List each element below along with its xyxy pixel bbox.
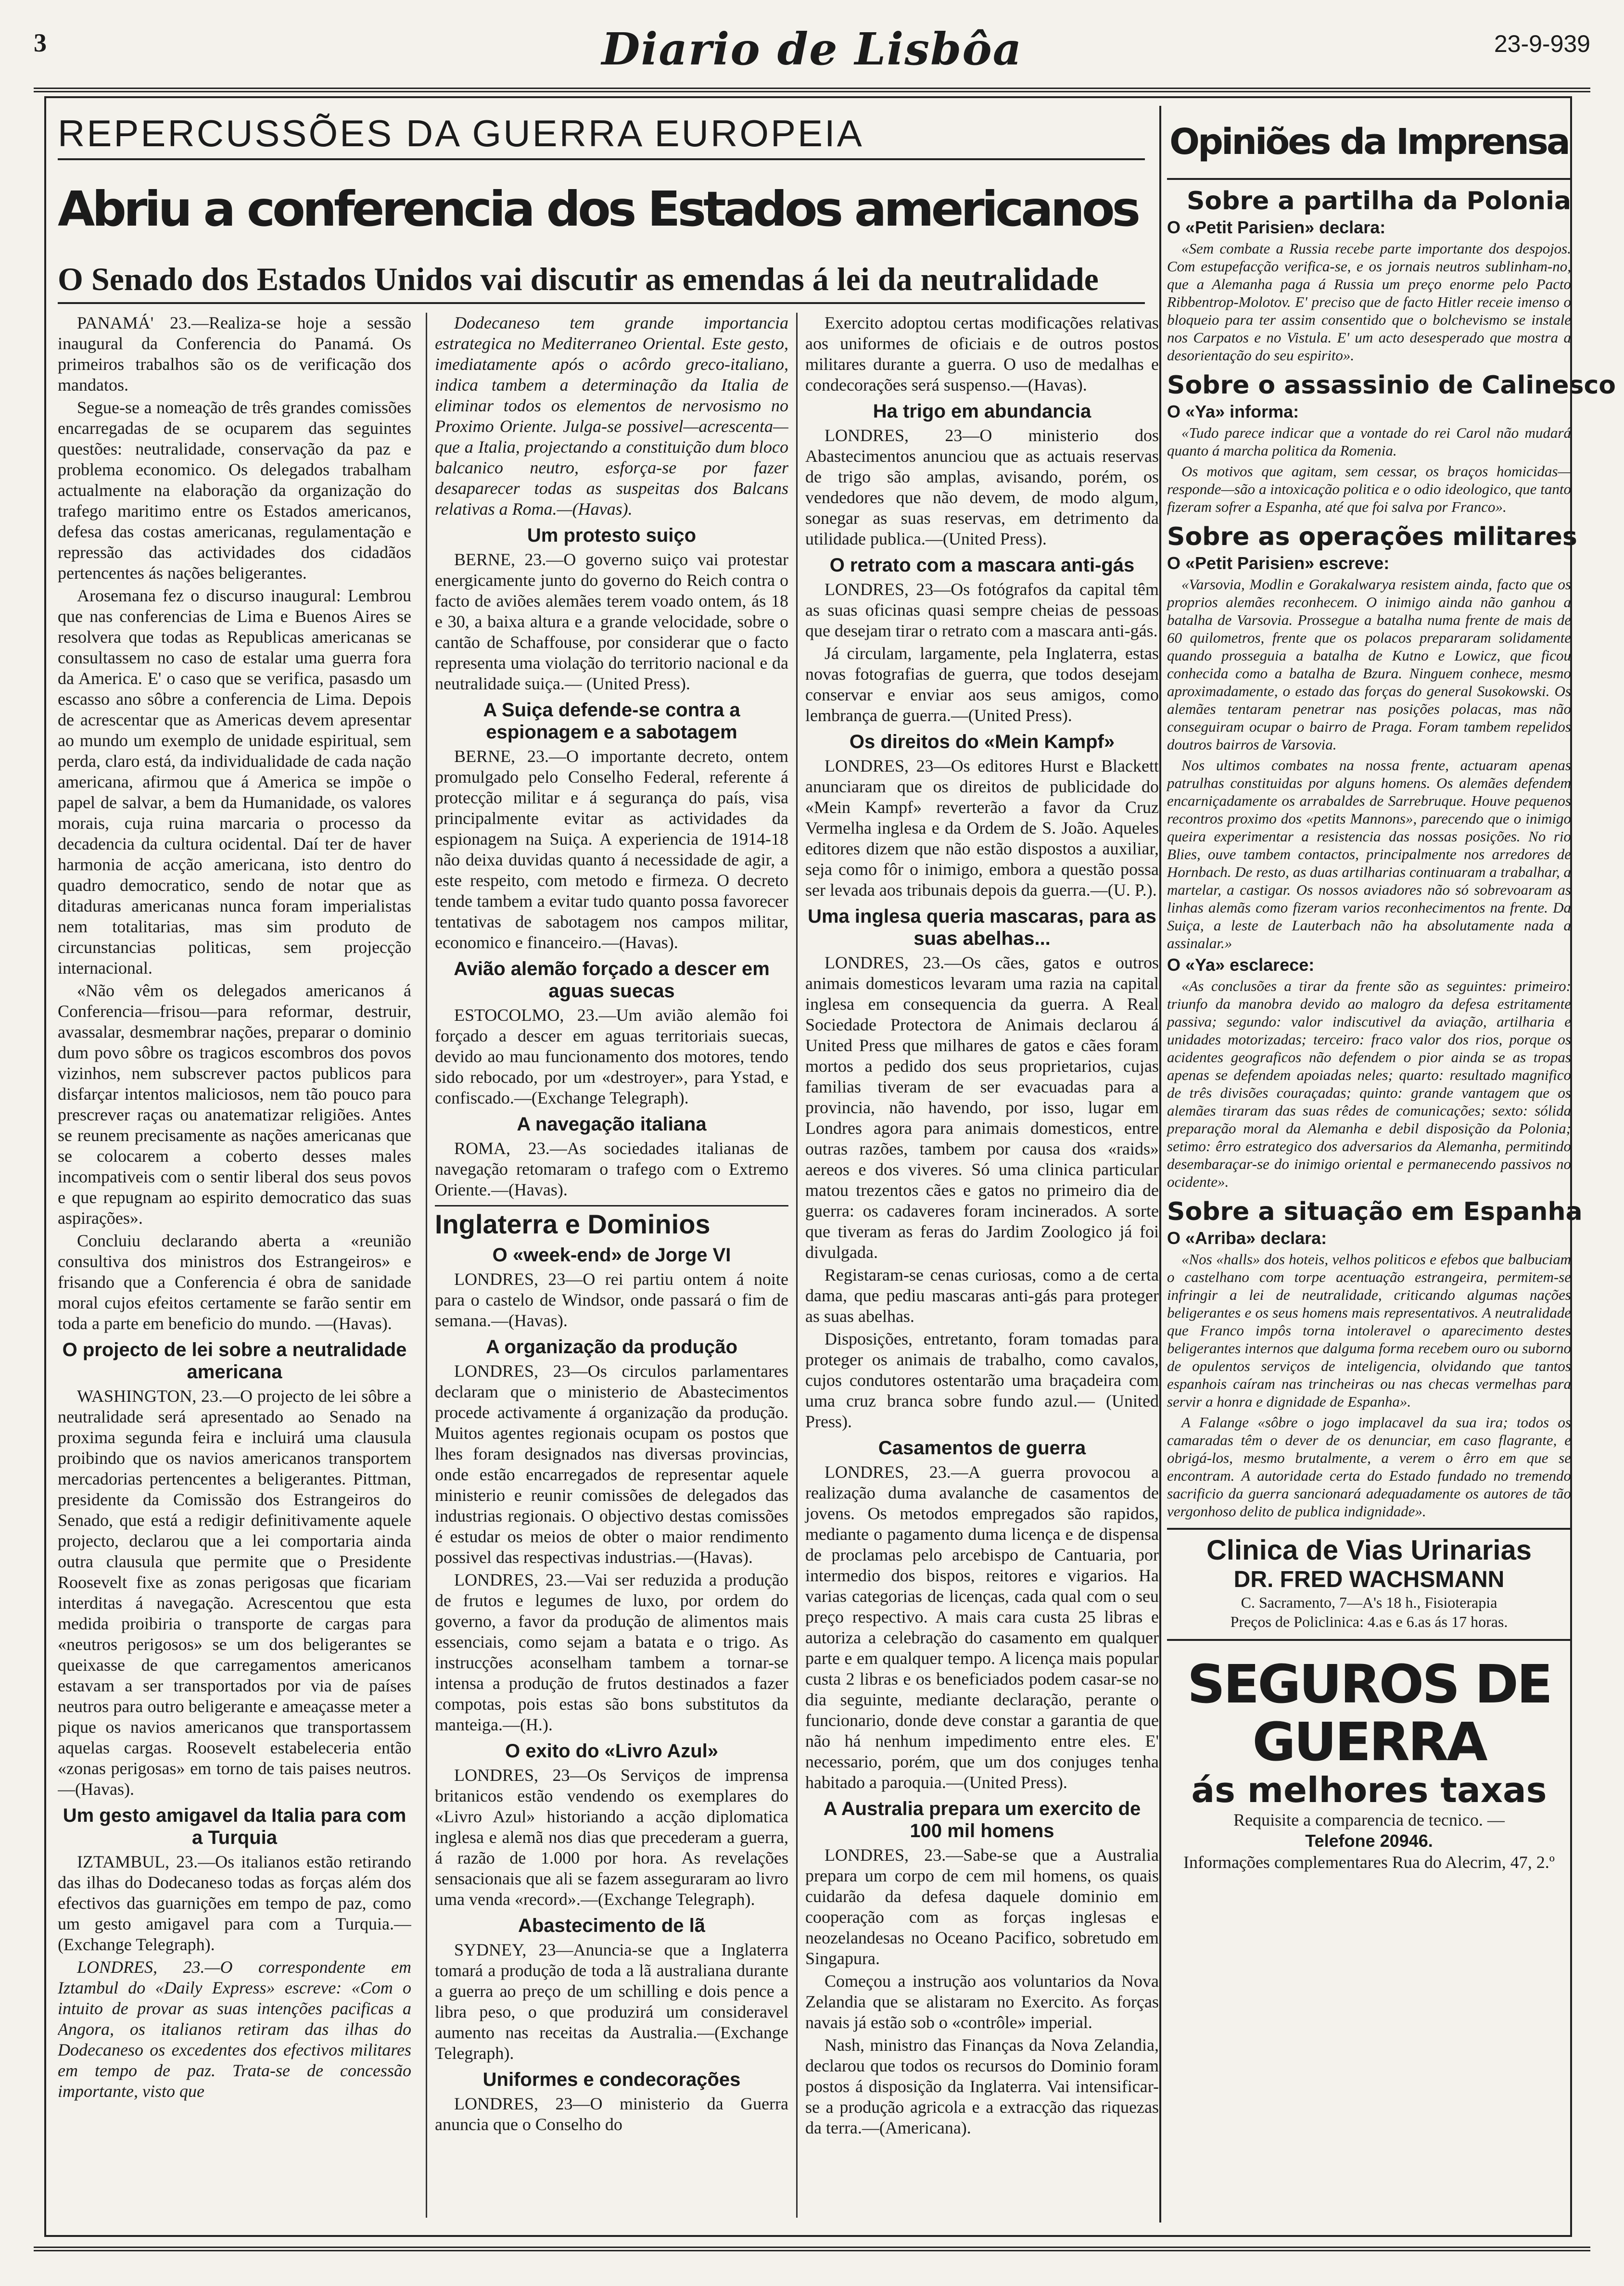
opinion-text: Nos ultimos combates na nossa frente, actuaram apenas patrulhas constituidas por alguns homens. Os alemães defendem encarniçadamente os arrabaldes de Sarrebruque. Houve pequenos recontros proximo dos «petits Mannons», parecendo que o inimigo queira experimentar a resistencia das nossas posições. No rio Blies, ouve tambem contactos, principalmente nos arredores de Hornbach. De resto, as duas artilharias continuaram a trabalhar, a martelar, a castigar. Os nossos aviadores não só sobrevoaram as linhas alemãs como fizeram varios reconhecimentos na frente. Da Suiça, a leste de Lauterbach não ha absolutamente nada a assinalar.» xyxy=(1167,757,1571,952)
article-heading: Uma inglesa queria mascaras, para as suas abelhas... xyxy=(808,906,1156,949)
article-paragraph: PANAMÁ' 23.—Realiza-se hoje a sessão inaugural da Conferencia do Panamá. Os primeiros trabalhos são os de verificação dos mandatos. xyxy=(58,313,411,394)
article-heading: O projecto de lei sobre a neutralidade americana xyxy=(62,1339,407,1383)
article-paragraph: LONDRES, 23—Os fotógrafos da capital têm as suas oficinas quasi sempre cheias de pessoas que desejam tirar o retrato com a mascara anti-gás. xyxy=(805,580,1159,640)
article-paragraph: LONDRES, 23—Os Serviços de imprensa britanicos estão vendendo os exemplares do «Livro Azul» historiando a acção diplomatica inglesa e alemã nos dias que precederam a guerra, á razão de 1.000 por hora. As revelações sensacionais que ali se fazem asseguraram ao livro uma venda «record».—(Exchange Telegraph). xyxy=(435,1765,788,1909)
opinion-source: O «Arriba» declara: xyxy=(1167,1228,1327,1248)
insurance-advert-title: SEGUROS DE GUERRA xyxy=(1187,1653,1551,1773)
clinic-advert xyxy=(1167,1528,1571,1631)
article-paragraph: IZTAMBUL, 23.—Os italianos estão retirando das ilhas do Dodecaneso todas as forças além dos efectivos das guarnições em tempo de paz, como um gesto amigavel para com a Turquia.—(Exchange Telegraph). xyxy=(58,1852,411,1954)
article-heading: A navegação italiana xyxy=(517,1114,707,1135)
article-paragraph: Concluiu declarando aberta a «reunião consultiva dos ministros dos Estrangeiros» e frisando que a Conferencia é obra de sanidade moral cujos efeitos certamente se farão sentir em toda a parte em beneficio do mundo. —(Havas). xyxy=(58,1231,411,1333)
main-headline: Abriu a conferencia dos Estados americanos xyxy=(58,181,1138,237)
section-kicker: REPERCUSSÕES DA GUERRA EUROPEIA xyxy=(58,112,1145,160)
opinion-heading: Sobre as operações militares xyxy=(1167,522,1577,551)
article-paragraph: ESTOCOLMO, 23.—Um avião alemão foi forçado a descer em aguas territoriais suecas, devido ao mau funcionamento dos motores, tendo sido rebocado, por um «destroyer», para Ystad, e confiscado.—(Exchange Telegraph). xyxy=(435,1005,788,1107)
article-heading: Abastecimento de lã xyxy=(518,1915,705,1936)
article-heading: Um protesto suiço xyxy=(527,525,697,546)
article-paragraph: Registaram-se cenas curiosas, como a de certa dama, que pediu mascaras anti-gás para proteger as suas abelhas. xyxy=(805,1265,1159,1326)
article-heading: Avião alemão forçado a descer em aguas suecas xyxy=(454,958,770,1002)
issue-date: 23-9-939 xyxy=(1494,30,1590,57)
article-paragraph: Segue-se a nomeação de três grandes comissões encarregadas de se ocuparem das seguintes questões: neutralidade, conservação da paz e problema economico. Os delegados trabalham actualmente na elaboração da organização do trafego maritimo entre os Estados americanos, defesa das costas americanas, regulamentação e repressão das actividades dos cidadãos pertencentes ás nações beligerantes. xyxy=(58,398,411,583)
section-heading: Inglaterra e Dominios xyxy=(435,1205,788,1239)
insurance-advert-phone xyxy=(1167,1830,1571,1852)
article-heading: Ha trigo em abundancia xyxy=(873,401,1091,422)
column-3 xyxy=(796,313,1159,2218)
article-paragraph: «Não vêm os delegados americanos á Conferencia—frisou—para reformar, destruir, avassalar, desmembrar nações, preparar o dominio dum povo sôbre os tragicos escombros dos povos vizinhos, nem subscrever pactos publicos para disfarçar intentos maliciosos, nem tão pouco para prescrever raças ou anatematizar religiões. Antes se reunem precisamente as nações americanas que se colocarem a coberto desses males incompativeis com o sentir liberal dos seus povos e que repugnam ao espirito democratico das suas aspirações». xyxy=(58,981,411,1228)
masthead xyxy=(34,23,1590,81)
article-heading: O retrato com a mascara anti-gás xyxy=(829,555,1135,576)
article-paragraph: LONDRES, 23.—Os cães, gatos e outros animais domesticos levaram uma razia na capital inglesa em consequencia da guerra. A Real Sociedade Protectora de Animais declarou á United Press que milhares de gatos e cães foram mortos a pedido dos seus proprietarios, cujas familias tiveram de ser evacuadas para a provincia, não havendo, por isso, lugar em Londres agora para animais domesticos, entre outras razões, tambem por causa dos «raids» aereos e dos viveres. Só uma clinica particular matou trezentos cães e gatos no primeiro dia de guerra: os cadaveres foram incinerados. A sorte que tiveram as feras do Jardim Zoologico já foi divulgada. xyxy=(805,953,1159,1262)
insurance-advert-phone-number: Telefone 20946. xyxy=(1305,1831,1433,1851)
article-paragraph: BERNE, 23.—O importante decreto, ontem promulgado pelo Conselho Federal, referente á protecção militar e á segurança do país, visa principalmente evitar as actividades da espionagem na Suiça. A experiencia de 1914-18 não deixa duvidas quanto á necessidade de agir, a este respeito, com metodo e firmeza. O decreto tende tambem a evitar tudo quanto possa favorecer tentativas de sabotagem nos campos militar, economico e financeiro.—(Havas). xyxy=(435,747,788,952)
article-heading: Casamentos de guerra xyxy=(878,1437,1086,1459)
article-heading: O «week-end» de Jorge VI xyxy=(492,1245,731,1266)
article-paragraph: Dodecaneso tem grande importancia estrategica no Mediterraneo Oriental. Este gesto, imediatamente após o acôrdo greco-italiano, indica tambem a determinação da Italia de eliminar todos os elementos de nervosismo no Proximo Oriente. Julga-se possivel—acrescenta—que a Italia, projectando a constituição dum bloco balcanico neutro, esforça-se por fazer desaparecer todas as suspeitas dos Balcans relativas a Roma.—(Havas). xyxy=(435,313,788,519)
article-heading: Um gesto amigavel da Italia para com a Turquia xyxy=(63,1805,406,1848)
article-paragraph: WASHINGTON, 23.—O projecto de lei sôbre a neutralidade será apresentado ao Senado na proxima segunda feira e incluirá uma clausula proibindo que os navios americanos transportem mercadorias pertencentes a beligerantes. Pittman, presidente da Comissão dos Estrangeiros do Senado, que está a redigir definitivamente aquele projecto, declarou que a lei comportaria ainda outra clausula que permite que o Presidente Roosevelt fixe as zonas perigosas que ficariam interditas á navegação. Acrescentou que esta medida proibiria o transporte de cargas para «neutros perigosos» se um dos beligerantes se queixasse de que carregamentos americanos estavam a ser transportados por via de países neutros para outro beligerante e ameaçasse meter a pique os navios americanos que transportassem aquelas cargas. Roosevelt estabeleceria então «zonas perigosas» em torno de tais paises neutros.—(Havas). xyxy=(58,1386,411,1799)
article-paragraph: Começou a instrução aos voluntarios da Nova Zelandia que se alistaram no Exercito. As forças navais já estão sob o «contrôle» imperial. xyxy=(805,1971,1159,2032)
opinion-text: «Tudo parece indicar que a vontade do rei Carol não mudará quanto á marcha politica da Romenia. xyxy=(1167,424,1571,459)
article-paragraph: LONDRES, 23—Os circulos parlamentares declaram que o ministerio de Abastecimentos procede activamente á organização da produção. Muitos agentes regionais ocupam os postos que lhes foram designados nas diversas provincias, onde estão encarregados de representar aquele ministerio e reunir comissões de delegados das industrias regionais. O objectivo destas comissões é estudar os meios de obter o maior rendimento possivel das respectivas industrias.—(Havas). xyxy=(435,1361,788,1567)
article-paragraph: Arosemana fez o discurso inaugural: Lembrou que nas conferencias de Lima e Buenos Aires se resolvera que todas as Republicas americanas se consultassem no caso de estalar uma guerra fora da America. E' o caso que se verifica, pasasdo um escasso ano sôbre a conferencia de Lima. Depois de acrescentar que as Americas devem apresentar ao mundo um exemplo de unidade espiritual, sem perda, claro está, da individualidade de cada nação americana, afirmou que á America se impõe o papel de salvar, a bem da Humanidade, os valores morais, cuja ruina marcaria o processo da decadencia da cultura ocidental. Daí ter de haver harmonia de acção americana, isto dentro do quadro democratico, sendo de notar que as ditaduras americanas nunca foram imperialistas nem totalitarias, mas sim produto de circunstancias politicas, sem projecção internacional. xyxy=(58,586,411,978)
insurance-advert xyxy=(1167,1639,1571,1873)
opinions-sidebar xyxy=(1159,106,1616,2222)
insurance-advert-line: Requisite a comparencia de tecnico. — xyxy=(1233,1810,1505,1829)
opinions-title: Opiniões da Imprensa xyxy=(1167,106,1571,180)
opinion-text: «Nos «halls» dos hoteis, velhos politicos e efebos que balbuciam o castelhano com torpe acentuação estrangeira, permitem-se infringir a lei de neutralidade, criticando algumas nações beligerantes e os seus homens mais representativos. A neutralidade que Franco impôs torna intoleravel o aparecimento destes beligerantes internos que dalguma forma recebem ouro ou suborno de opulentos serviços de inteligencia, olvidando que tantos espanhois caíram nas trincheiras ou nas checas vermelhas para servir a honra e dignidade de Espanha». xyxy=(1167,1251,1571,1410)
newspaper-title: Diario de Lisbôa xyxy=(601,23,1023,75)
article-paragraph: LONDRES, 23—O ministerio da Guerra anuncia que o Conselho do xyxy=(435,2094,788,2134)
opinion-text: A Falange «sôbre o jogo implacavel da sua ira; todos os camaradas têm o dever de os denunciar, em caso flagrante, e obrigá-los, mesmo brutalmente, a verem o êrro em que se encontram. A autoridade certa do Estado fundado no tremendo sacrificio da guerra sancionará adequadamente os autores de tão vergonhoso delito de publica indignidade». xyxy=(1167,1414,1571,1520)
article-paragraph: LONDRES, 23—O rei partiu ontem á noite para o castelo de Windsor, onde passará o fim de semana.—(Havas). xyxy=(435,1270,788,1330)
article-paragraph: Exercito adoptou certas modificações relativas aos uniformes de oficiais e de outros postos militares durante a guerra. O uso de medalhas e condecorações será suspenso.—(Havas). xyxy=(805,313,1159,394)
article-heading: Os direitos do «Mein Kampf» xyxy=(849,731,1115,752)
insurance-advert-subtitle: ás melhores taxas xyxy=(1191,1770,1547,1810)
article-paragraph: LONDRES, 23—O ministerio dos Abastecimentos anunciou que as actuais reservas de trigo são amplas, avisando, porém, os vendedores que não devem, de modo algum, sonegar as suas reservas, em detrimento da utilidade publica.—(United Press). xyxy=(805,426,1159,548)
opinion-source: O «Petit Parisien» declara: xyxy=(1167,217,1386,237)
article-paragraph: ROMA, 23.—As sociedades italianas de navegação retomaram o trafego com o Extremo Oriente.—(Havas). xyxy=(435,1139,788,1199)
column-2 xyxy=(426,313,788,2218)
opinion-heading: Sobre a situação em Espanha xyxy=(1167,1197,1583,1226)
article-heading: A Suiça defende-se contra a espionagem e a sabotagem xyxy=(483,699,740,743)
sub-headline: O Senado dos Estados Unidos vai discutir as emendas á lei da neutralidade xyxy=(58,260,1145,304)
opinion-source: O «Petit Parisien» escreve: xyxy=(1167,553,1390,573)
article-paragraph: LONDRES, 23.—A guerra provocou a realização duma avalanche de casamentos de jovens. Os metodos empregados são rapidos, mediante o pagamento duma licença e de dispensa de proclamas pelo arcebispo de Cantuaria, por intermedio dos bispos, reitores e vigarios. Ha varias categorias de licenças, cada qual com o seu preço respectivo. A mais cara custa 25 libras e autoriza a celebração do casamento em qualquer parte e em qualquer tempo. A licença mais popular custa 2 libras e os beneficiados podem casar-se no dia seguinte, mediante declaração, perante o funcionario, donde deve constar a garantia de que não há nenhum impedimento entre eles. E' necessario, porém, que um dos conjuges tenha habitado a paroquia.—(United Press). xyxy=(805,1462,1159,1792)
article-paragraph: LONDRES, 23.—Sabe-se que a Australia prepara um corpo de cem mil homens, os quais cuidarão da defesa daquele dominio em cooperação com as forças inglesas e neozelandesas no Oceano Pacifico, sobretudo em Singapura. xyxy=(805,1845,1159,1968)
article-heading: A Australia prepara um exercito de 100 mil homens xyxy=(823,1798,1141,1842)
clinic-advert-doctor: DR. FRED WACHSMANN xyxy=(1233,1567,1505,1592)
article-paragraph: BERNE, 23.—O governo suiço vai protestar energicamente junto do governo do Reich contra o facto de aviões alemães terem voado ontem, ás 18 e 30, a baixa altura e a grande velocidade, sobre o cantão de Schaffouse, por considerar que o facto representa uma violação do territorio nacional e da neutralidade suiça.— (United Press). xyxy=(435,550,788,693)
opinion-text: «As conclusões a tirar da frente são as seguintes: primeiro: triunfo da manobra devido ao malogro da defesa estritamente passiva; segundo: valor indiscutivel da aviação, artilharia e unidades motorizadas; terceiro: fraco valor dos rios, porque os acidentes geograficos não defendem o pior ainda se as tropas apenas se defendem apoiadas neles; quarto: resultado magnifico de três divisões couraçadas; quinto: grande vantagem que os alemães tiraram das suas rêdes de comunicações; sexto: sólida preparação moral da Alemanha e debil disposição da Polonia; setimo: êrro estrategico dos adversarios da Alemanha, permitindo desembaraçar-se do inimigo oriental e permanecendo passivos no ocidente». xyxy=(1167,978,1571,1190)
opinion-source: O «Ya» esclarece: xyxy=(1167,955,1315,975)
opinion-text: «Sem combate a Russia recebe parte importante dos despojos. Com estupefacção verifica-se, e os jornais neutros sublinham-no, que a Alemanha paga á Russia um preço enorme pelo Pacto Ribbentrop-Molotov. E' preciso que de facto Hitler receie imenso o bloqueio para ter assim consentido que o bolchevismo se instale nos Carpatos e no Vistula. E' um acto desesperado que mostra a desorientação do seu espirito». xyxy=(1167,240,1571,364)
opinion-source: O «Ya» informa: xyxy=(1167,402,1299,421)
clinic-advert-title: Clinica de Vias Urinarias xyxy=(1206,1535,1532,1566)
article-paragraph: LONDRES, 23.—Vai ser reduzida a produção de frutos e legumes de luxo, por ordem do governo, a favor da produção de alimentos mais essenciais, como sejam a batata e o trigo. As instrucções aconselham tambem a tornar-se intensa a produção de frutos destinados a fazer compotas, pois estas são bons substitutos da manteiga.—(H.). xyxy=(435,1570,788,1734)
article-heading: Uniformes e condecorações xyxy=(482,2069,741,2090)
bottom-rule xyxy=(34,2247,1590,2251)
article-paragraph: SYDNEY, 23—Anuncia-se que a Inglaterra tomará a produção de toda a lã australiana durante a guerra ao preço de um schilling e dois pence a libra peso, o que produzirá um consideravel aumento nas receitas da Australia.—(Exchange Telegraph). xyxy=(435,1940,788,2063)
opinion-text: «Varsovia, Modlin e Gorakalwarya resistem ainda, facto que os proprios alemães reconhecem. O inimigo ainda não ganhou a batalha de Varsovia. Prossegue a batalha numa frente de mais de 60 quilometros, frente que os polacos prepararam solidamente quando prosseguia a batalha de Kutno e Lowicz, que ficou conhecida como a batalha de Bzura. Ninguem conhece, mesmo aproximadamente, o estado das forças do general Susokowski. Os alemães tentaram penetrar nas posições polacas, mas não conseguiram ocupar o bairro de Praga. Foram tambem repelidos doutros bairros de Varsovia. xyxy=(1167,576,1571,753)
opinion-text: Os motivos que agitam, sem cessar, os braços homicidas—responde—são a intoxicação politica e o odio ideologico, que tanto fizeram sofrer a Espanha, até que foi salva por Franco». xyxy=(1167,463,1571,515)
article-heading: A organização da produção xyxy=(485,1336,738,1358)
article-paragraph: Disposições, entretanto, foram tomadas para proteger os animais de trabalho, como cavalos, cujos condutores ostentarão uma braçadeira com uma cruz branca sobre fundo azul.— (United Press). xyxy=(805,1329,1159,1431)
insurance-advert-info: Informações complementares Rua do Alecrim, 47, 2.º xyxy=(1183,1853,1555,1872)
article-paragraph: Já circulam, largamente, pela Inglaterra, estas novas fotografias de guerra, que todos desejam conservar e enviar aos seus amigos, como lembrança de guerra.—(United Press). xyxy=(805,644,1159,725)
column-1 xyxy=(58,313,411,2218)
opinion-heading: Sobre a partilha da Polonia xyxy=(1186,187,1571,216)
article-paragraph: Nash, ministro das Finanças da Nova Zelandia, declarou que todos os recursos do Dominio foram postos á disposição da Inglaterra. Vai intensificar-se a produção agricola e a extracção das riquezas da terra.—(Americana). xyxy=(805,2035,1159,2137)
clinic-advert-address: C. Sacramento, 7—A's 18 h., Fisioterapia xyxy=(1241,1594,1497,1611)
article-paragraph: LONDRES, 23.—O correspondente em Iztambul do «Daily Express» escreve: «Com o intuito de provar as suas intenções pacificas a Angora, os italianos retiram das ilhas do Dodecaneso os excedentes dos efectivos militares em tempo de paz. Trata-se de concessão importante, visto que xyxy=(58,1957,411,2101)
top-rule xyxy=(34,88,1590,92)
page-number: 3 xyxy=(34,28,47,57)
article-paragraph: LONDRES, 23—Os editores Hurst e Blackett anunciaram que os direitos de publicidade do «Mein Kampf» reverterão a favor da Cruz Vermelha inglesa e da Ordem de S. João. Aqueles editores dizem que não estão dispostos a auxiliar, seja como fôr o inimigo, embora a questão possa ser levada aos tribunais depois da guerra.—(U. P.). xyxy=(805,756,1159,900)
article-heading: O exito do «Livro Azul» xyxy=(505,1740,719,1762)
clinic-advert-prices: Preços de Policlinica: 4.as e 6.as ás 17 horas. xyxy=(1230,1613,1508,1630)
opinion-heading: Sobre o assassinio de Calinesco xyxy=(1167,371,1616,400)
